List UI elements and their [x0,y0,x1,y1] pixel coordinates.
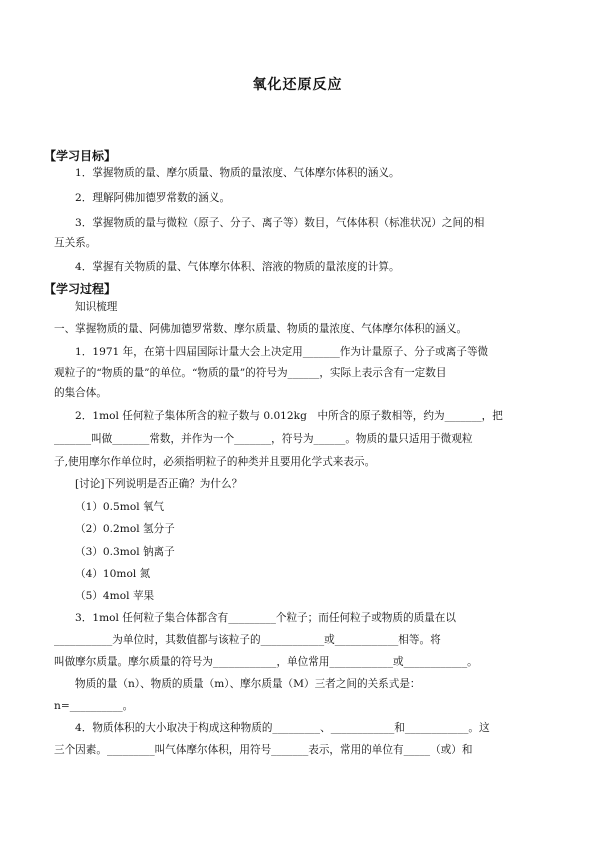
subheading: 知识梳理 [75,301,118,313]
goal-item: 1．掌握物质的量、摩尔质量、物质的量浓度、气体摩尔体积的涵义。 [75,167,400,179]
process-heading: 【学习过程】 [44,282,117,296]
text-line: 的集合体。 [54,387,107,399]
list-item: （3）0.3mol 钠离子 [75,546,175,558]
list-item: （4）10mol 氮 [75,568,151,580]
list-item: （5）4mol 苹果 [75,590,155,602]
text-line: 观粒子的“物质的量”的单位。“物质的量”的符号为______，实际上表示含有一定数目 [54,367,447,379]
goal-item: 4．掌握有关物质的量、气体摩尔体积、溶液的物质的量浓度的计算。 [75,261,400,273]
goal-item: 互关系。 [54,237,97,249]
text-line: 物质的量（n）、物质的质量（m）、摩尔质量（M）三者之间的关系式是： [75,678,421,690]
list-item: （2）0.2mol 氢分子 [75,523,175,535]
discussion-line: [讨论]下列说明是否正确？为什么？ [75,478,243,490]
text-line: 2．1mol 任何粒子集体所含的粒子数与 0.012kg 中所含的原子数相等，约为_______，把 [75,410,503,422]
text-line: 三个因素。_________叫气体摩尔体积，用符号_______表示，常用的单位有_____（或）和 [54,744,473,756]
goal-item: 2．理解阿佛加德罗常数的涵义。 [75,192,231,204]
page-title: 氧化还原反应 [252,77,343,93]
goal-item: 3．掌握物质的量与微粒（原子、分子、离子等）数目，气体体积（标准状况）之间的相 [75,217,485,229]
text-line: 3．1mol 任何粒子集合体都含有_________个粒子；而任何粒子或物质的质量在以 [75,612,456,624]
text-line: ___________为单位时，其数值都与该粒子的____________或____________相等。将 [54,634,441,646]
text-line: 4．物质体积的大小取决于构成这种物质的_________、____________和____________。这 [75,722,490,734]
goals-heading: 【学习目标】 [44,149,117,163]
text-line: 叫做摩尔质量。摩尔质量的符号为____________，单位常用____________或____________。 [54,656,478,668]
text-line: 子,使用摩尔作单位时，必须指明粒子的种类并且要用化学式来表示。 [54,456,376,468]
list-item: （1）0.5mol 氧气 [75,501,165,513]
formula-line: n=__________。 [54,700,134,712]
text-line: 1．1971 年，在第十四届国际计量大会上决定用_______作为计量原子、分子或离子等微 [75,346,489,358]
text-line: _______叫做_______常数，并作为一个_______，符号为______。物质的量只适用于微观粒 [54,433,473,445]
section-line: 一、掌握物质的量、阿佛加德罗常数、摩尔质量、物质的量浓度、气体摩尔体积的涵义。 [54,323,468,335]
